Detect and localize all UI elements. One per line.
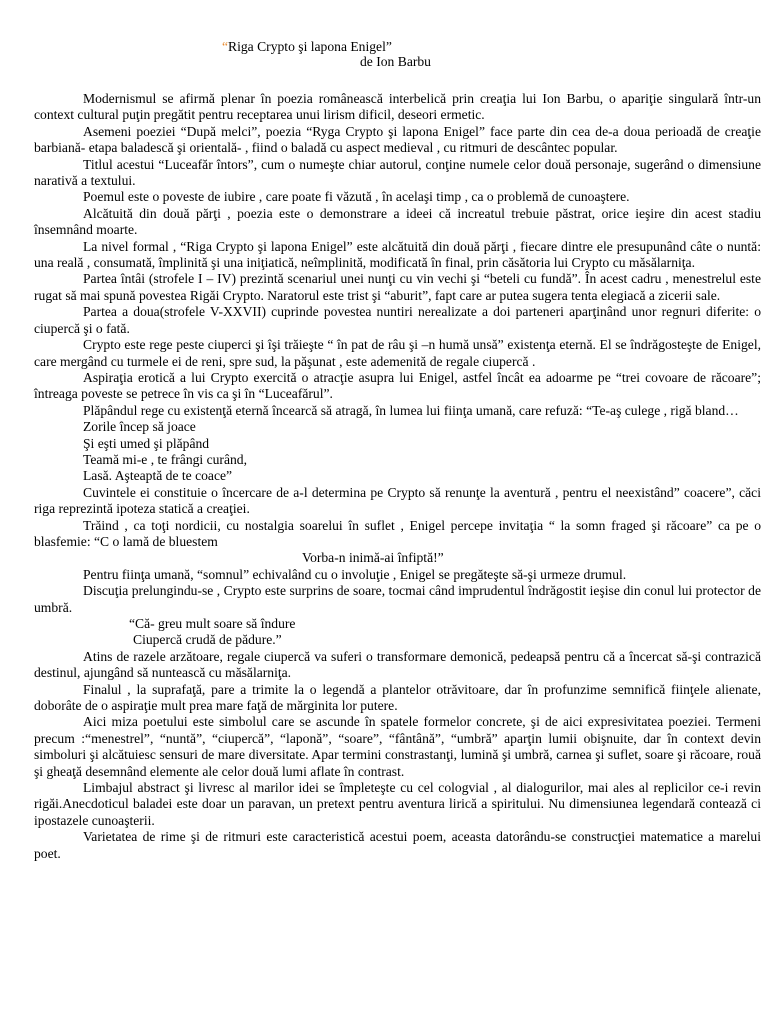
document-body — [34, 91, 761, 862]
paragraph: Asemeni poeziei “După melci”, poezia “Ryga Crypto şi lapona Enigel” face parte din cea de-a doua perioadă de creaţie barbiană- etapa baladescă şi orientală- , fiind o baladă cu aspect medieval , cu ritmuri de descântec popular. — [34, 123, 761, 156]
verse-line: Lasă. Aşteaptă de te coace” — [83, 468, 233, 484]
paragraph: La nivel formal , “Riga Crypto şi lapona Enigel” este alcătuită din două părţi , fiecare dintre ele presupunând câte o nuntă: una reală , consumată, împlinită şi una iniţiatică, neîmplinită, modificată în final, prin căsătoria lui Crypto cu măsălarniţa. — [34, 238, 761, 271]
paragraph: Varietatea de rime şi de ritmuri este caracteristică acestui poem, aceasta datorându-se construcţiei matematice a marelui poet. — [34, 829, 761, 861]
paragraph: Trăind , ca toţi nordicii, cu nostalgia soarelui în suflet , Enigel percepe invitaţia “ la somn fraged şi răcoare” ca pe o blasfemie: “C o lamă de bluestem — [34, 517, 761, 549]
paragraph: Cuvintele ei constituie o încercare de a-l determina pe Crypto să renunţe la aventură , pentru el neexistând” coacere”, căci riga reprezintă ipoteza statică a creaţiei. — [34, 484, 761, 517]
paragraph: Alcătuită din două părţi , poezia este o demonstrare a ideei că increatul trebuie păstrat, orice ieşire din acest stadiu însemnând moarte. — [34, 205, 761, 238]
verse-line: Ciupercă crudă de pădure.” — [133, 632, 282, 648]
paragraph: Finalul , la suprafaţă, pare a trimite la o legendă a plantelor otrăvitoare, dar în profunzime semnifică fiinţele alienate, doborâte de o aspiraţie mult prea mare faţă de mărginita lor putere. — [34, 681, 761, 714]
verse-line: Zorile încep să joace — [83, 419, 196, 435]
title-open-quote: “ — [222, 39, 229, 54]
paragraph: Aspiraţia erotică a lui Crypto exercită o atracţie asupra lui Enigel, astfel încât ea adoarme pe “trei covoare de răcoare”; întreaga poveste se petrece în vis ca şi în “Luceafărul”. — [34, 369, 761, 402]
paragraph: Titlul acestui “Luceafăr întors”, cum o numeşte chiar autorul, conţine numele celor două personaje, sugerând o dimensiune narativă a textului. — [34, 156, 761, 189]
paragraph: Aici miza poetului este simbolul care se ascunde în spatele formelor concrete, şi de aici expresivitatea poeziei. Termeni precum :“menestrel”, “nuntă”, “ciupercă”, “laponă”, “soare”, “fântână”, “umbră” aparţin lumii obişnuite, dar în context devin simboluri şi alcătuiesc sensuri de mare diversitate. Apar termini constrastanţi, lumină şi umbră, carnea şi suflet, soare şi răcoare, rouă şi gheaţă desemnând elemente ale celor două lumi aflate în contrast. — [34, 714, 761, 779]
document-title — [222, 39, 392, 55]
paragraph: Plăpândul rege cu existenţă eternă încearcă să atragă, în lumea lui fiinţa umană, care refuză: “Te-aş culege , rigă bland… — [83, 402, 739, 418]
verse-line: “Că- greu mult soare să îndure — [129, 616, 296, 631]
paragraph: Partea întâi (strofele I – IV) prezintă scenariul unei nunţi cu vin vechi şi “beteli cu fundă”. În acest cadru , menestrelul este rugat să mai spună povestea Rigăi Crypto. Naratorul este trist şi “aburit”, fapt care ar putea sugera tenta elegiacă a zicerii sale. — [34, 271, 761, 303]
paragraph: Partea a doua(strofele V-XXVII) cuprinde povestea nuntiri nerealizate a doi parteneri aparţinând unor regnuri diferite: o ciupercă şi o fată. — [34, 304, 761, 336]
verse-line: Şi eşti umed şi plăpând — [83, 435, 210, 451]
paragraph: Modernismul se afirmă plenar în poezia românească interbelică prin creaţia lui Ion Barbu, o apariţie singulară într-un context cultural puţin pregătit pentru receptarea unui lirism dificil, deseori ermetic. — [34, 91, 761, 123]
document-author: de Ion Barbu — [360, 54, 431, 69]
paragraph: Limbajul abstract şi livresc al marilor idei se împleteşte cu cel cologvial , al dialogurilor, mai ales al replicilor ce-i revin rigăi.Anecdoticul baladei este doar un paravan, un pretext pentru aventura lirică a spiritului. Nu dimensiunea legendară contează ci ipostazele cunoaşterii. — [34, 780, 761, 828]
verse-line: Teamă mi-e , te frângi curând, — [83, 451, 247, 467]
paragraph: Crypto este rege peste ciuperci şi îşi trăieşte “ în pat de râu şi –n humă unsă” existenţa eternă. El se îndrăgosteşte de Enigel, care mergând cu turmele ei de reni, spre sud, la păşunat , este ademenită de regale ciupercă . — [34, 337, 761, 369]
paragraph: Poemul este o poveste de iubire , care poate fi văzută , în acelaşi timp , ca o problemă de cunoaştere. — [83, 189, 630, 205]
title-text: Riga Crypto şi lapona Enigel” — [228, 39, 392, 54]
paragraph: Atins de razele arzătoare, regale ciupercă va suferi o transformare demonică, pedeapsă pentru că a încercat să-şi contrazică destinul, ajungând să nuntească cu măsălarniţa. — [34, 648, 761, 681]
verse-line: Vorba-n inimă-ai înfiptă!” — [302, 550, 444, 566]
paragraph: Discuţia prelungindu-se , Crypto este surprins de soare, tocmai când imprudentul îndrăgostit ieşise din conul lui protector de umbră. — [34, 583, 761, 615]
paragraph: Pentru fiinţa umană, “somnul” echivalând cu o involuţie , Enigel se pregăteşte să-şi urmeze drumul. — [83, 566, 627, 582]
